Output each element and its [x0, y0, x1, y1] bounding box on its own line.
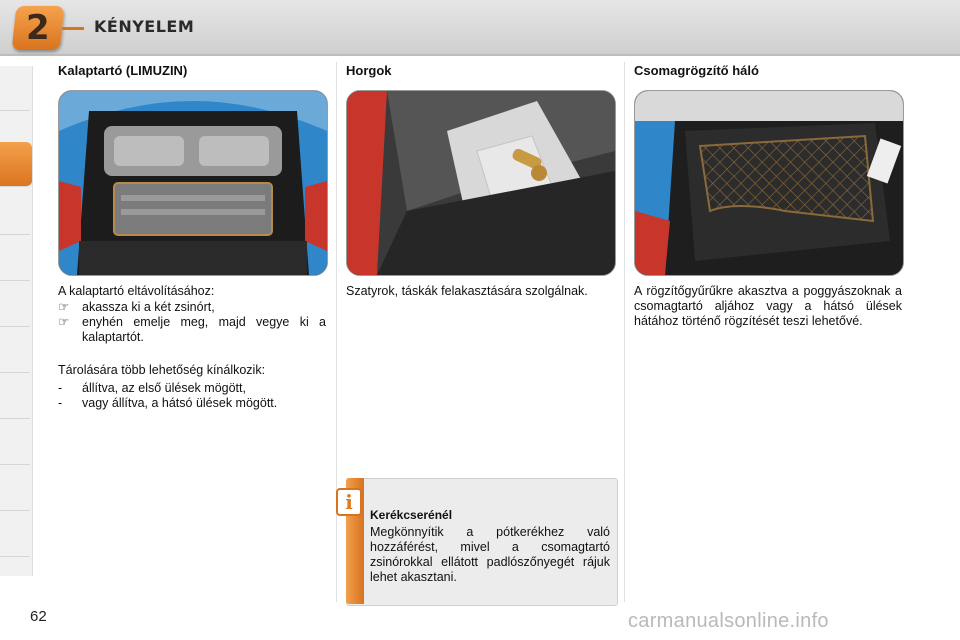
list-item	[58, 396, 326, 411]
section-title-luggage-net: Csomagrögzítő háló	[634, 63, 759, 78]
parcel-shelf-photo	[58, 90, 328, 276]
luggage-net-photo	[634, 90, 904, 276]
list-item	[58, 315, 326, 345]
luggage-net-description: A rögzítőgyűrűkre akasztva a poggyászoknak a csomagtartó aljához vagy a hátsó ülések hátához történő rögzítését teszi lehetővé.	[634, 284, 902, 328]
hooks-photo	[346, 90, 616, 276]
chapter-number: 2	[26, 8, 50, 48]
removal-intro: A kalaptartó eltávolításához:	[58, 284, 215, 298]
dash-marker: -	[58, 396, 63, 410]
chapter-tab-5[interactable]	[0, 282, 30, 327]
storage-intro: Tárolására több lehetőség kínálkozik:	[58, 363, 266, 377]
option-text: állítva, az első ülések mögött,	[82, 381, 246, 395]
watermark: carmanualsonline.info	[628, 610, 829, 632]
chapter-tab-3[interactable]	[0, 190, 30, 235]
header-accent-line	[62, 27, 84, 30]
bullet-arrow-icon: ☞	[58, 300, 70, 314]
chapter-tab-2-active[interactable]	[0, 142, 32, 187]
chapter-title: KÉNYELEM	[94, 17, 195, 36]
chapter-tab-1[interactable]	[0, 66, 30, 111]
info-box-text: Megkönnyítik a pótkerékhez való hozzáférést, mivel a csomagtartó zsinórokkal ellátott padlószőnyegét rájuk lehet akasztani.	[370, 525, 610, 584]
removal-steps	[58, 300, 326, 345]
option-text: vagy állítva, a hátsó ülések mögött.	[82, 396, 278, 410]
page-header	[0, 0, 960, 56]
hooks-description: Szatyrok, táskák felakasztására szolgálnak.	[346, 284, 588, 298]
step-text: akassza ki a két zsinórt,	[82, 300, 215, 314]
section-title-hooks: Horgok	[346, 63, 392, 78]
bullet-arrow-icon: ☞	[58, 315, 70, 329]
parcel-shelf-instructions	[58, 284, 326, 411]
chapter-tab-6[interactable]	[0, 328, 30, 373]
chapter-badge	[12, 6, 65, 50]
section-title-parcel-shelf: Kalaptartó (LIMUZIN)	[58, 63, 188, 78]
column-divider-1	[336, 62, 337, 602]
chapter-tab-10[interactable]	[0, 512, 30, 557]
chapter-tab-8[interactable]	[0, 420, 30, 465]
chapter-tab-9[interactable]	[0, 466, 30, 511]
chapter-tab-strip	[0, 66, 33, 576]
page-number: 62	[30, 608, 47, 625]
list-item	[58, 300, 326, 315]
list-item	[58, 381, 326, 396]
chapter-tab-7[interactable]	[0, 374, 30, 419]
chapter-tab-4[interactable]	[0, 236, 30, 281]
info-icon: i	[336, 488, 362, 516]
step-text: enyhén emelje meg, majd vegye ki a kalaptartót.	[82, 315, 326, 344]
dash-marker: -	[58, 381, 63, 395]
info-box-title: Kerékcserénél	[370, 508, 453, 522]
storage-options	[58, 381, 326, 411]
column-divider-2	[624, 62, 625, 602]
